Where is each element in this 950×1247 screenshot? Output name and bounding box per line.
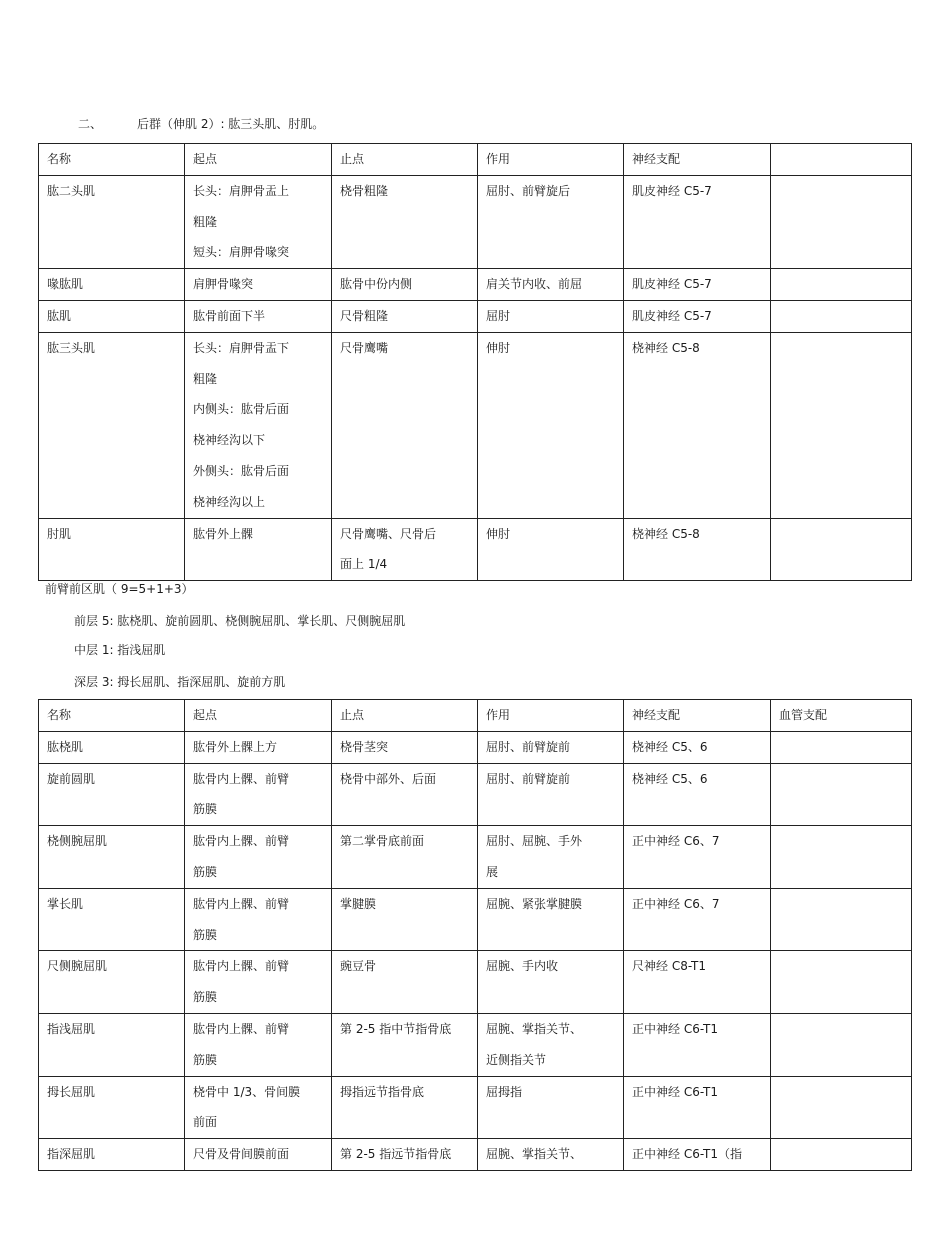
cell-nerve bbox=[624, 888, 771, 951]
cell-line: 桡神经沟以下 bbox=[193, 433, 266, 448]
cell-insertion bbox=[332, 1013, 478, 1076]
cell-line: 屈腕、掌指关节、 bbox=[486, 1147, 583, 1162]
cell-extra bbox=[771, 1013, 912, 1076]
cell-line: 肱骨内上髁、前臂 bbox=[193, 959, 290, 974]
table-row bbox=[39, 269, 912, 301]
cell-origin bbox=[185, 175, 332, 268]
table-row bbox=[39, 731, 912, 763]
cell-line: 桡神经 C5、6 bbox=[632, 739, 708, 754]
header-action: 作用 bbox=[478, 144, 624, 176]
cell-line: 粗隆 bbox=[193, 214, 218, 229]
cell-extra bbox=[771, 175, 912, 268]
cell-action bbox=[478, 269, 624, 301]
cell-line: 肱骨前面下半 bbox=[193, 308, 266, 323]
header-action: 作用 bbox=[478, 700, 624, 732]
cell-line: 屈腕、手内收 bbox=[486, 959, 559, 974]
cell-line: 长头：肩胛骨盂上 bbox=[193, 183, 290, 198]
cell-extra bbox=[771, 269, 912, 301]
cell-line: 第 2-5 指中节指骨底 bbox=[340, 1021, 452, 1036]
cell-line: 筋膜 bbox=[193, 802, 218, 817]
cell-name: 肱肌 bbox=[39, 300, 185, 332]
header-extra: 血管支配 bbox=[771, 700, 912, 732]
table-row bbox=[39, 332, 912, 518]
cell-line: 尺神经 C8-T1 bbox=[632, 959, 707, 974]
cell-name: 桡侧腕屈肌 bbox=[39, 826, 185, 889]
cell-action bbox=[478, 888, 624, 951]
table-row bbox=[39, 951, 912, 1014]
cell-line: 长头：肩胛骨盂下 bbox=[193, 340, 290, 355]
cell-origin bbox=[185, 1139, 332, 1171]
cell-nerve bbox=[624, 763, 771, 826]
cell-nerve bbox=[624, 951, 771, 1014]
cell-line: 筋膜 bbox=[193, 927, 218, 942]
cell-line: 面上 1/4 bbox=[340, 557, 388, 572]
cell-nerve bbox=[624, 300, 771, 332]
header-origin: 起点 bbox=[185, 700, 332, 732]
header-origin: 起点 bbox=[185, 144, 332, 176]
cell-line: 前面 bbox=[193, 1115, 218, 1130]
cell-action bbox=[478, 826, 624, 889]
forearm-layer-front: 前层 5: 肱桡肌、旋前圆肌、桡侧腕屈肌、掌长肌、尺侧腕屈肌 bbox=[74, 614, 406, 628]
cell-insertion bbox=[332, 888, 478, 951]
cell-extra bbox=[771, 300, 912, 332]
cell-line: 桡骨中 1/3、骨间膜 bbox=[193, 1084, 301, 1099]
cell-insertion bbox=[332, 763, 478, 826]
table-row bbox=[39, 888, 912, 951]
cell-insertion bbox=[332, 269, 478, 301]
cell-name: 肱二头肌 bbox=[39, 175, 185, 268]
cell-extra bbox=[771, 763, 912, 826]
cell-line: 肩关节内收、前屈 bbox=[486, 277, 583, 292]
header-extra bbox=[771, 144, 912, 176]
cell-line: 正中神经 C6-T1 bbox=[632, 1084, 719, 1099]
cell-line: 桡神经 C5-8 bbox=[632, 340, 700, 355]
cell-line: 正中神经 C6、7 bbox=[632, 834, 720, 849]
header-name: 名称 bbox=[39, 144, 185, 176]
cell-name: 指深屈肌 bbox=[39, 1139, 185, 1171]
cell-action bbox=[478, 1076, 624, 1139]
cell-line: 正中神经 C6-T1 bbox=[632, 1021, 719, 1036]
cell-line: 肌皮神经 C5-7 bbox=[632, 183, 712, 198]
cell-line: 屈肘、前臂旋前 bbox=[486, 771, 571, 786]
cell-line: 近侧指关节 bbox=[486, 1052, 547, 1067]
cell-line: 第 2-5 指远节指骨底 bbox=[340, 1147, 452, 1162]
cell-name: 肱桡肌 bbox=[39, 731, 185, 763]
table-row bbox=[39, 1013, 912, 1076]
cell-line: 肱骨内上髁、前臂 bbox=[193, 896, 290, 911]
cell-line: 正中神经 C6-T1（指 bbox=[632, 1147, 743, 1162]
cell-line: 尺骨粗隆 bbox=[340, 308, 389, 323]
cell-line: 屈肘、前臂旋后 bbox=[486, 183, 571, 198]
cell-line: 伸肘 bbox=[486, 340, 511, 355]
cell-line: 肌皮神经 C5-7 bbox=[632, 277, 712, 292]
cell-insertion bbox=[332, 826, 478, 889]
cell-line: 屈拇指 bbox=[486, 1084, 523, 1099]
header-insertion: 止点 bbox=[332, 700, 478, 732]
cell-origin bbox=[185, 763, 332, 826]
cell-action bbox=[478, 731, 624, 763]
cell-line: 筋膜 bbox=[193, 1052, 218, 1067]
cell-line: 肱骨外上髁上方 bbox=[193, 739, 278, 754]
cell-action bbox=[478, 175, 624, 268]
cell-extra bbox=[771, 888, 912, 951]
forearm-layer-middle: 中层 1: 指浅屈肌 bbox=[74, 643, 166, 657]
cell-origin bbox=[185, 269, 332, 301]
cell-extra bbox=[771, 1076, 912, 1139]
cell-insertion bbox=[332, 332, 478, 518]
cell-line: 掌腱膜 bbox=[340, 896, 377, 911]
cell-origin bbox=[185, 332, 332, 518]
cell-line: 肱骨内上髁、前臂 bbox=[193, 834, 290, 849]
cell-nerve bbox=[624, 826, 771, 889]
section-number: 二、 bbox=[78, 117, 103, 131]
cell-line: 桡骨茎突 bbox=[340, 739, 389, 754]
table-row bbox=[39, 1076, 912, 1139]
cell-origin bbox=[185, 731, 332, 763]
cell-insertion bbox=[332, 175, 478, 268]
cell-line: 屈腕、掌指关节、 bbox=[486, 1021, 583, 1036]
cell-line: 第二掌骨底前面 bbox=[340, 834, 425, 849]
cell-action bbox=[478, 951, 624, 1014]
cell-insertion bbox=[332, 951, 478, 1014]
cell-nerve bbox=[624, 1013, 771, 1076]
cell-line: 内侧头：肱骨后面 bbox=[193, 402, 290, 417]
cell-extra bbox=[771, 332, 912, 518]
cell-line: 外侧头：肱骨后面 bbox=[193, 463, 290, 478]
cell-origin bbox=[185, 300, 332, 332]
header-nerve: 神经支配 bbox=[624, 144, 771, 176]
cell-origin bbox=[185, 1076, 332, 1139]
cell-line: 肱骨内上髁、前臂 bbox=[193, 771, 290, 786]
forearm-layer-deep: 深层 3: 拇长屈肌、指深屈肌、旋前方肌 bbox=[74, 675, 286, 689]
table-row bbox=[39, 763, 912, 826]
cell-line: 肱骨中份内侧 bbox=[340, 277, 413, 292]
cell-line: 桡神经沟以上 bbox=[193, 494, 266, 509]
cell-line: 桡骨中部外、后面 bbox=[340, 771, 437, 786]
cell-nerve bbox=[624, 518, 771, 581]
cell-nerve bbox=[624, 731, 771, 763]
cell-name: 指浅屈肌 bbox=[39, 1013, 185, 1076]
cell-insertion bbox=[332, 518, 478, 581]
cell-line: 豌豆骨 bbox=[340, 959, 377, 974]
forearm-section-title: 前臂前区肌（ 9=5+1+3） bbox=[45, 582, 194, 596]
forearm-muscle-table bbox=[38, 699, 912, 1171]
table-row bbox=[39, 300, 912, 332]
upper-arm-muscle-table bbox=[38, 143, 912, 581]
cell-extra bbox=[771, 826, 912, 889]
cell-name: 旋前圆肌 bbox=[39, 763, 185, 826]
cell-line: 尺骨鹰嘴、尺骨后 bbox=[340, 526, 437, 541]
cell-insertion bbox=[332, 1076, 478, 1139]
cell-action bbox=[478, 763, 624, 826]
cell-action bbox=[478, 332, 624, 518]
table-header-row bbox=[39, 700, 912, 732]
header-name: 名称 bbox=[39, 700, 185, 732]
section-heading: 后群（伸肌 2）: 肱三头肌、肘肌。 bbox=[137, 117, 325, 131]
cell-line: 桡神经 C5-8 bbox=[632, 526, 700, 541]
header-nerve: 神经支配 bbox=[624, 700, 771, 732]
cell-nerve bbox=[624, 1139, 771, 1171]
cell-line: 粗隆 bbox=[193, 371, 218, 386]
cell-nerve bbox=[624, 1076, 771, 1139]
cell-line: 正中神经 C6、7 bbox=[632, 896, 720, 911]
cell-action bbox=[478, 300, 624, 332]
cell-name: 掌长肌 bbox=[39, 888, 185, 951]
cell-insertion bbox=[332, 731, 478, 763]
cell-line: 筋膜 bbox=[193, 990, 218, 1005]
cell-origin bbox=[185, 518, 332, 581]
table-row bbox=[39, 826, 912, 889]
cell-name: 尺侧腕屈肌 bbox=[39, 951, 185, 1014]
cell-line: 肌皮神经 C5-7 bbox=[632, 308, 712, 323]
cell-extra bbox=[771, 731, 912, 763]
cell-extra bbox=[771, 518, 912, 581]
cell-line: 屈肘 bbox=[486, 308, 511, 323]
cell-line: 拇指远节指骨底 bbox=[340, 1084, 425, 1099]
cell-nerve bbox=[624, 332, 771, 518]
cell-action bbox=[478, 518, 624, 581]
cell-origin bbox=[185, 826, 332, 889]
cell-line: 屈腕、紧张掌腱膜 bbox=[486, 896, 583, 911]
cell-line: 肱骨外上髁 bbox=[193, 526, 254, 541]
cell-line: 展 bbox=[486, 864, 499, 879]
cell-line: 伸肘 bbox=[486, 526, 511, 541]
cell-line: 肱骨内上髁、前臂 bbox=[193, 1021, 290, 1036]
cell-line: 屈肘、前臂旋前 bbox=[486, 739, 571, 754]
cell-extra bbox=[771, 1139, 912, 1171]
cell-name: 拇长屈肌 bbox=[39, 1076, 185, 1139]
cell-origin bbox=[185, 1013, 332, 1076]
cell-action bbox=[478, 1139, 624, 1171]
table-row bbox=[39, 175, 912, 268]
cell-name: 肱三头肌 bbox=[39, 332, 185, 518]
cell-insertion bbox=[332, 300, 478, 332]
cell-action bbox=[478, 1013, 624, 1076]
cell-line: 短头：肩胛骨喙突 bbox=[193, 245, 290, 260]
cell-insertion bbox=[332, 1139, 478, 1171]
cell-line: 屈肘、屈腕、手外 bbox=[486, 834, 583, 849]
cell-line: 肩胛骨喙突 bbox=[193, 277, 254, 292]
table-row bbox=[39, 1139, 912, 1171]
table-header-row bbox=[39, 144, 912, 176]
cell-line: 桡骨粗隆 bbox=[340, 183, 389, 198]
cell-line: 尺骨鹰嘴 bbox=[340, 340, 389, 355]
cell-name: 肘肌 bbox=[39, 518, 185, 581]
cell-extra bbox=[771, 951, 912, 1014]
cell-line: 桡神经 C5、6 bbox=[632, 771, 708, 786]
cell-origin bbox=[185, 951, 332, 1014]
cell-name: 喙肱肌 bbox=[39, 269, 185, 301]
cell-line: 筋膜 bbox=[193, 864, 218, 879]
cell-line: 尺骨及骨间膜前面 bbox=[193, 1147, 290, 1162]
header-insertion: 止点 bbox=[332, 144, 478, 176]
cell-origin bbox=[185, 888, 332, 951]
cell-nerve bbox=[624, 269, 771, 301]
cell-nerve bbox=[624, 175, 771, 268]
table-row bbox=[39, 518, 912, 581]
